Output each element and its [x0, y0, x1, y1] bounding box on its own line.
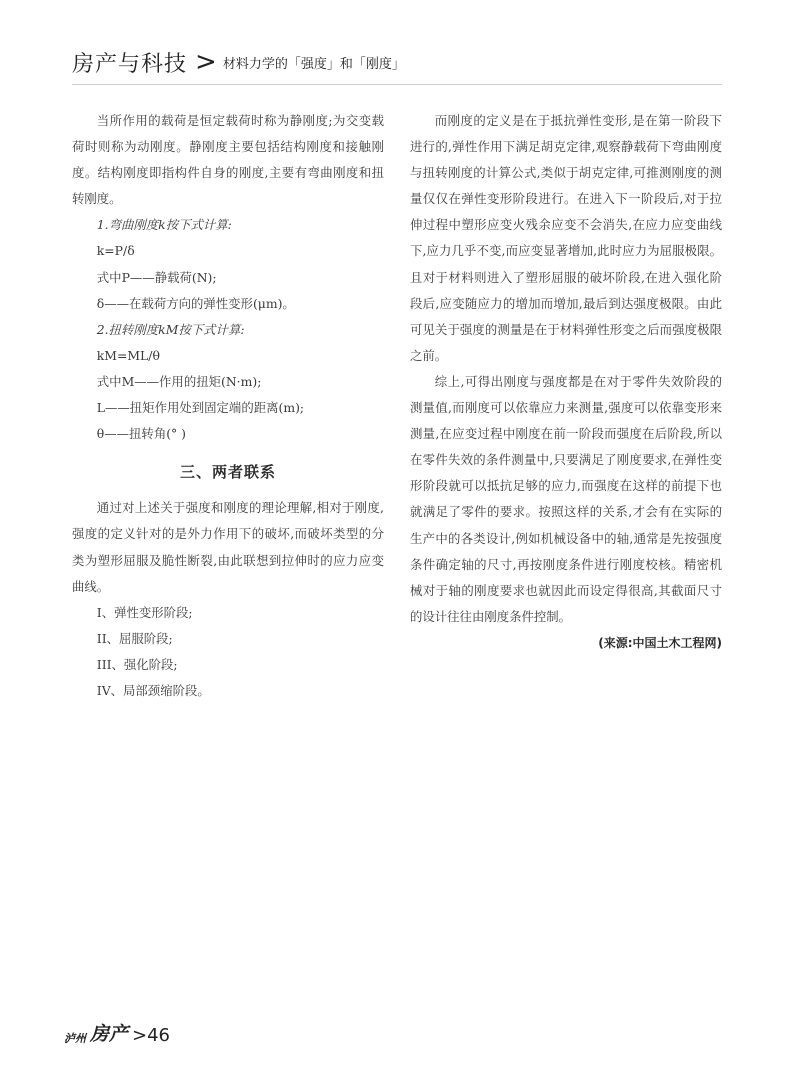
formula-line: k=P/δ [96, 243, 135, 259]
footer-logo: 房产 [90, 1023, 129, 1045]
formula-line: kM=ML/θ [96, 347, 160, 363]
right-column [410, 108, 722, 656]
body-paragraph: 综上,可得出刚度与强度都是在对于零件失效阶段的测量值,而刚度可以依靠应力来测量,强度可以依靠变形来测量,在应变过程中刚度在前一阶段而强度在后阶段,所以在零件失效的条件测量中,只要满足了刚度要求,在弹性变形阶段就可以抵抗足够的应力,而强度在这样的前提下也就满足了零件的要求。按照这样的关系,才会有在实际的生产中的各类设计,例如机械设备中的轴,通常是先按强度条件确定轴的尺寸,再按刚度条件进行刚度校核。精密机械对于轴的刚度要求也就因此而设定得很高,其截面尺寸的设计往往由刚度条件控制。 [410, 373, 722, 624]
formula-line: θ——扭转角(° ) [96, 426, 187, 442]
magazine-section-title: 房产与科技 [72, 51, 188, 77]
page-header [72, 44, 405, 80]
section-heading: 三、两者联系 [179, 463, 276, 482]
header-divider [72, 84, 722, 85]
stage-item: I、弹性变形阶段; [96, 604, 193, 620]
formula-line: L——扭矩作用处到固定端的距离(m); [96, 400, 305, 416]
formula-line: 式中P——静载荷(N); [96, 269, 217, 285]
chevron-right-icon: > [195, 47, 217, 77]
article-title: 材料力学的「强度」和「刚度」 [222, 56, 405, 72]
formula-line: 式中M——作用的扭矩(N·m); [96, 373, 262, 389]
source-credit: (来源:中国土木工程网) [598, 635, 722, 650]
formula-line: δ——在载荷方向的弹性变形(μm)。 [96, 295, 295, 311]
body-paragraph: 通过对上述关于强度和刚度的理论理解,相对于刚度,强度的定义针对的是外力作用下的破坏,而破坏类型的分类为塑形屈服及脆性断裂,由此联想到拉伸时的应力应变曲线。 [72, 500, 384, 594]
left-column [72, 108, 384, 704]
footer-brand: 泸州 [64, 1032, 86, 1045]
stage-item: II、屈服阶段; [96, 630, 173, 646]
stage-item: III、强化阶段; [96, 656, 178, 672]
intro-paragraph: 当所作用的载荷是恒定载荷时称为静刚度;为交变载荷时则称为动刚度。静刚度主要包括结构刚度和接触刚度。结构刚度即指构件自身的刚度,主要有弯曲刚度和扭转刚度。 [72, 113, 384, 207]
page-footer [64, 1018, 170, 1046]
page-number: >46 [132, 1025, 171, 1046]
stage-item: IV、局部颈缩阶段。 [96, 682, 210, 698]
formula-heading: 1.弯曲刚度k按下式计算: [96, 217, 232, 233]
body-paragraph: 而刚度的定义是在于抵抗弹性变形,是在第一阶段下进行的,弹性作用下满足胡克定律,观察静载荷下弯曲刚度与扭转刚度的计算公式,类似于胡克定律,可推测刚度的测量仅仅在弹性变形阶段进行。在进入下一阶段后,对于拉伸过程中塑形应变火残余应变不会消失,在应力应变曲线下,应力几乎不变,而应变显著增加,此时应力为屈服极限。且对于材料则进入了塑形屈服的破坏阶段,在进入强化阶段后,应变随应力的增加而增加,最后到达强度极限。由此可见关于强度的测量是在于材料弹性形变之后而强度极限之前。 [410, 113, 722, 363]
formula-heading: 2.扭转刚度kM按下式计算: [96, 321, 245, 337]
